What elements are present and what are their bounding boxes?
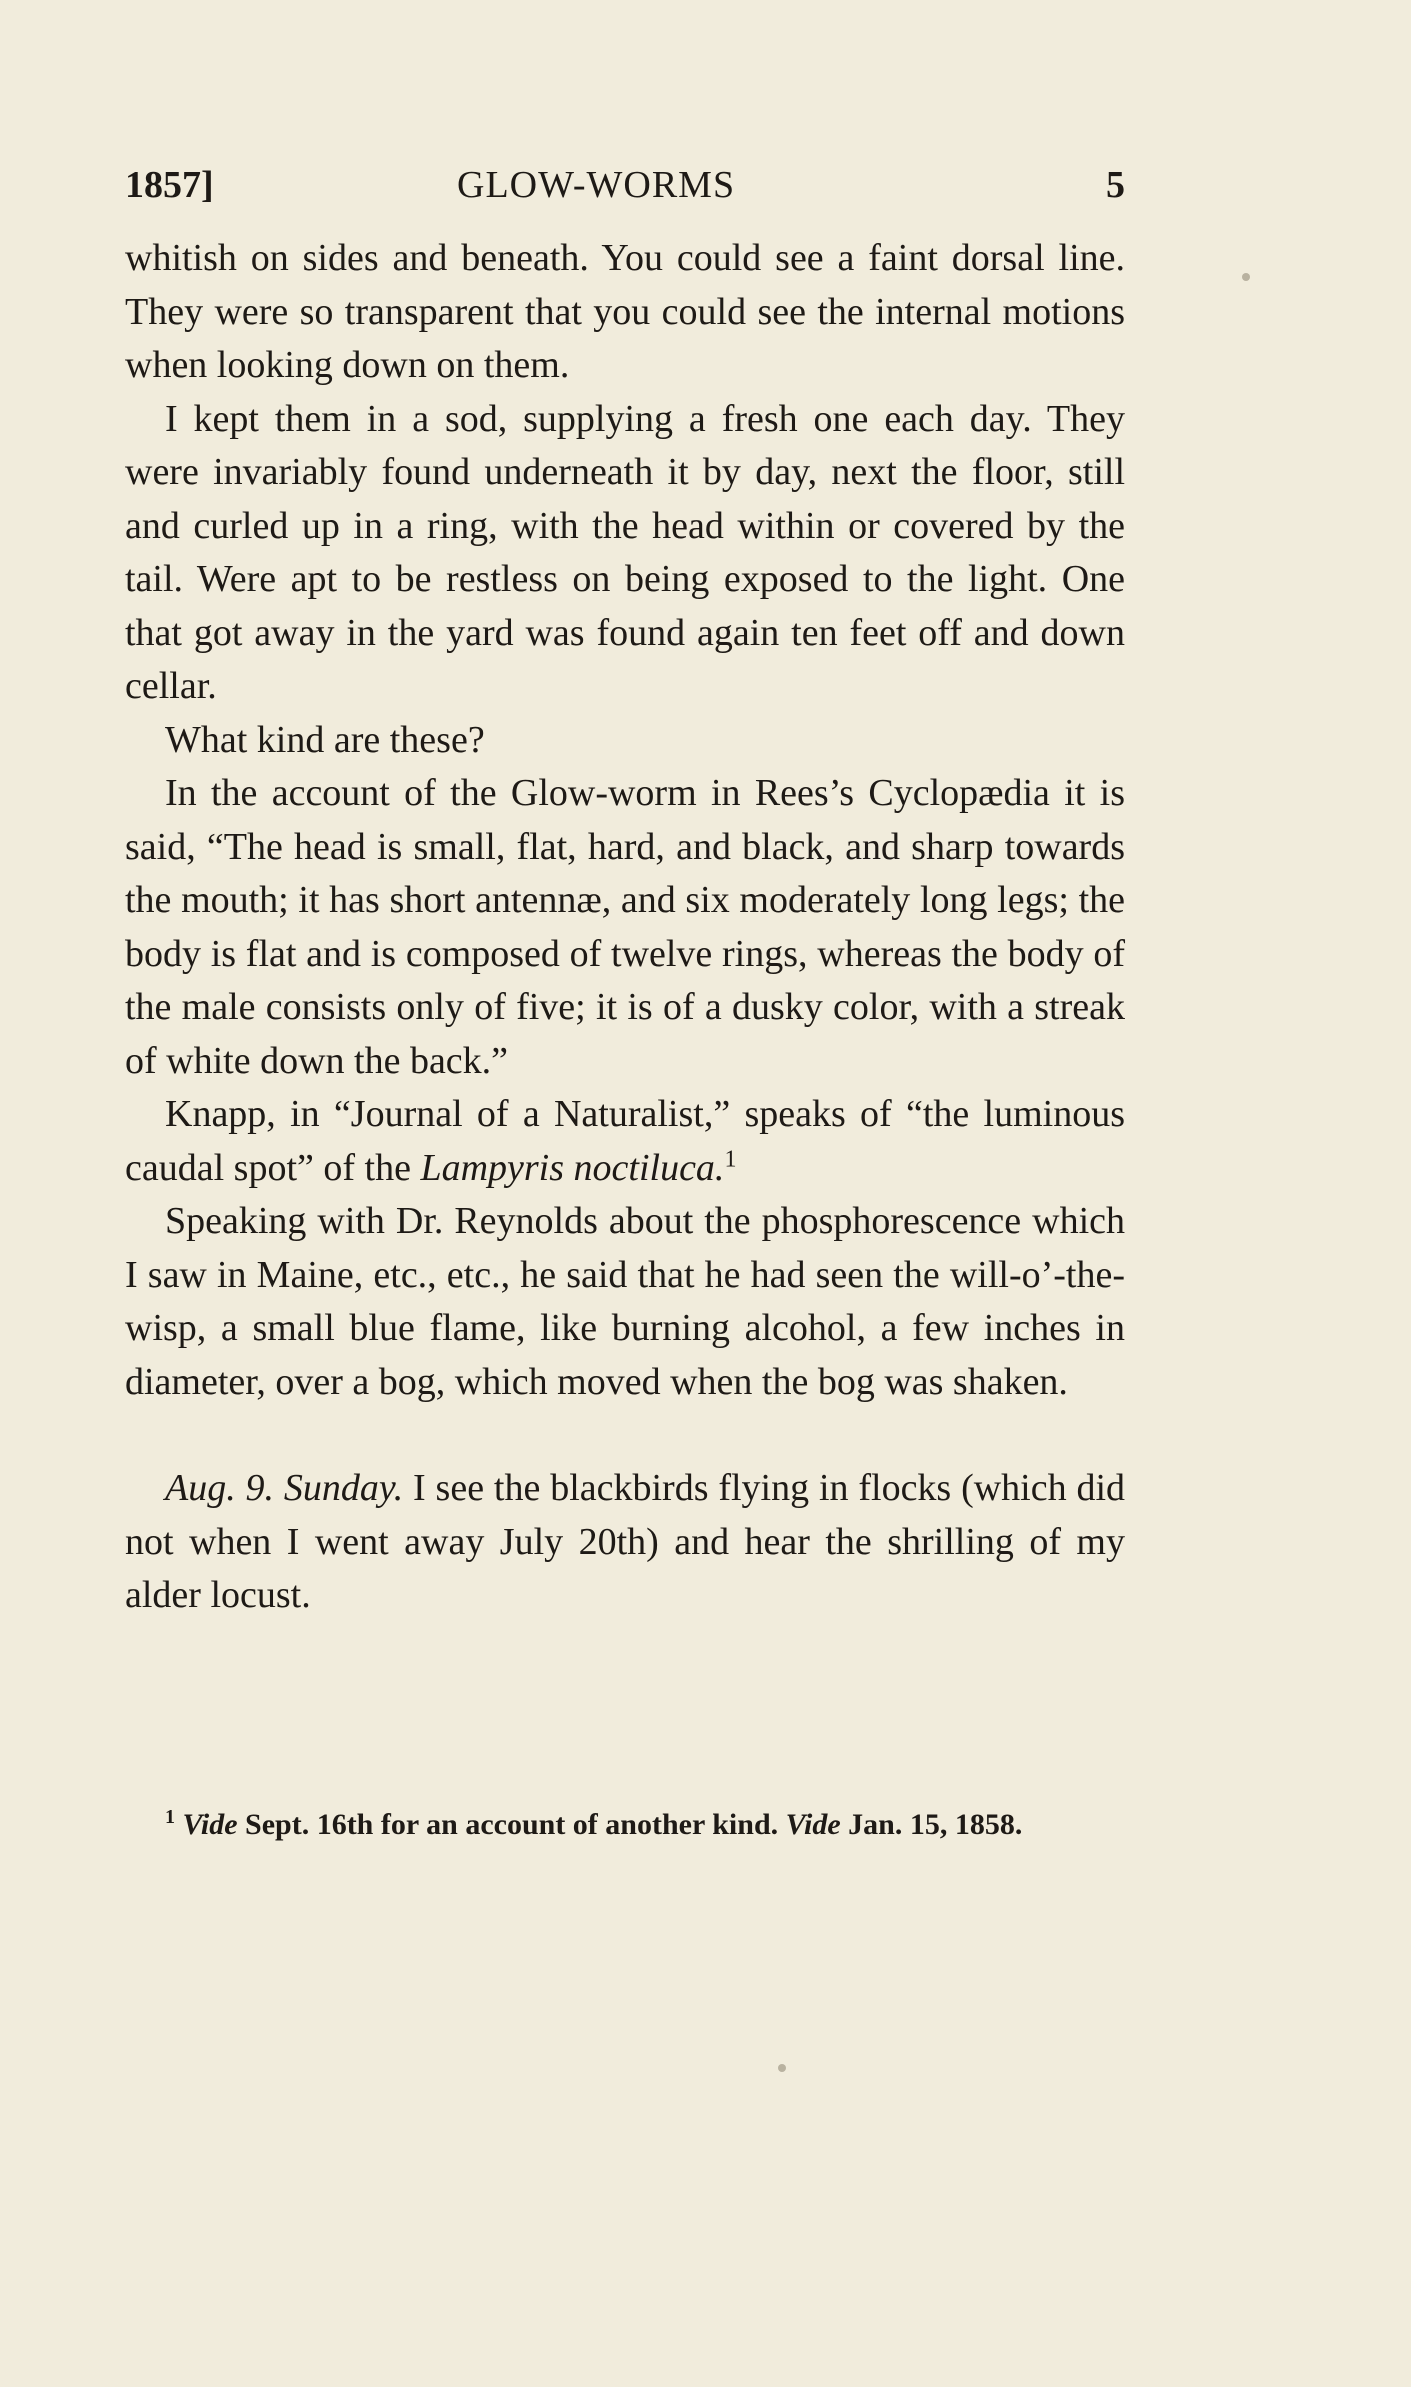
journal-entry xyxy=(125,1462,1125,1623)
footnote-vide-1: Vide xyxy=(182,1808,238,1841)
paragraph-1: whitish on sides and beneath. You could see a faint dorsal line. They were so transparent that you could see the internal motions when looking down on them. xyxy=(125,237,1125,386)
body-text xyxy=(125,232,1125,1623)
footnote xyxy=(125,1803,1125,1847)
paragraph-5-text: Knapp, in “Journal of a Naturalist,” speaks of “the luminous caudal spot” of the xyxy=(125,1093,1125,1189)
paragraph-5 xyxy=(125,1088,1125,1195)
footnote-reference: 1 xyxy=(724,1145,737,1172)
paragraph-6: Speaking with Dr. Reynolds about the phosphorescence which I saw in Maine, etc., etc., he said that he had seen the will-o’-the-wisp, a small blue flame, like burning alcohol, a few inches in diameter, over a bog, which moved when the bog was shaken. xyxy=(125,1200,1125,1403)
footnote-text-2: Jan. 15, 1858. xyxy=(840,1808,1023,1841)
footnote-text-1: Sept. 16th for an account of another kind. xyxy=(237,1808,786,1841)
entry-day: Sunday. xyxy=(283,1467,404,1509)
header-year: 1857] xyxy=(125,164,214,206)
paper-speck xyxy=(1242,273,1250,281)
footnote-marker: 1 xyxy=(165,1806,175,1828)
paragraph-2: I kept them in a sod, supplying a fresh one each day. They were invariably found underneath it by day, next the floor, still and curled up in a ring, with the head within or covered by the tail. Were apt to be restless on being exposed to the light. One that got away in the yard was found again ten feet off and down cellar. xyxy=(125,397,1125,707)
page-number: 5 xyxy=(1106,164,1125,206)
paragraph-3: What kind are these? xyxy=(165,718,485,761)
paragraph-4: In the account of the Glow-worm in Rees’s Cyclopædia it is said, “The head is small, flat, hard, and black, and sharp towards the mouth; it has short antennæ, and six moderately long legs; the body is flat and is composed of twelve rings, whereas the body of the male consists only of five; it is of a dusky color, with a streak of white down the back.” xyxy=(125,772,1125,1082)
species-name: Lampyris noctiluca. xyxy=(420,1146,725,1189)
header-title: GLOW-WORMS xyxy=(457,164,736,206)
entry-text: I see the blackbirds flying in flocks (which did not when I went away July 20th) and hear the shrilling of my alder locust. xyxy=(125,1467,1125,1616)
paper-speck xyxy=(778,2064,786,2072)
running-header xyxy=(125,155,1125,215)
entry-date: Aug. 9. xyxy=(165,1467,275,1509)
footnote-vide-2: Vide xyxy=(785,1808,841,1841)
